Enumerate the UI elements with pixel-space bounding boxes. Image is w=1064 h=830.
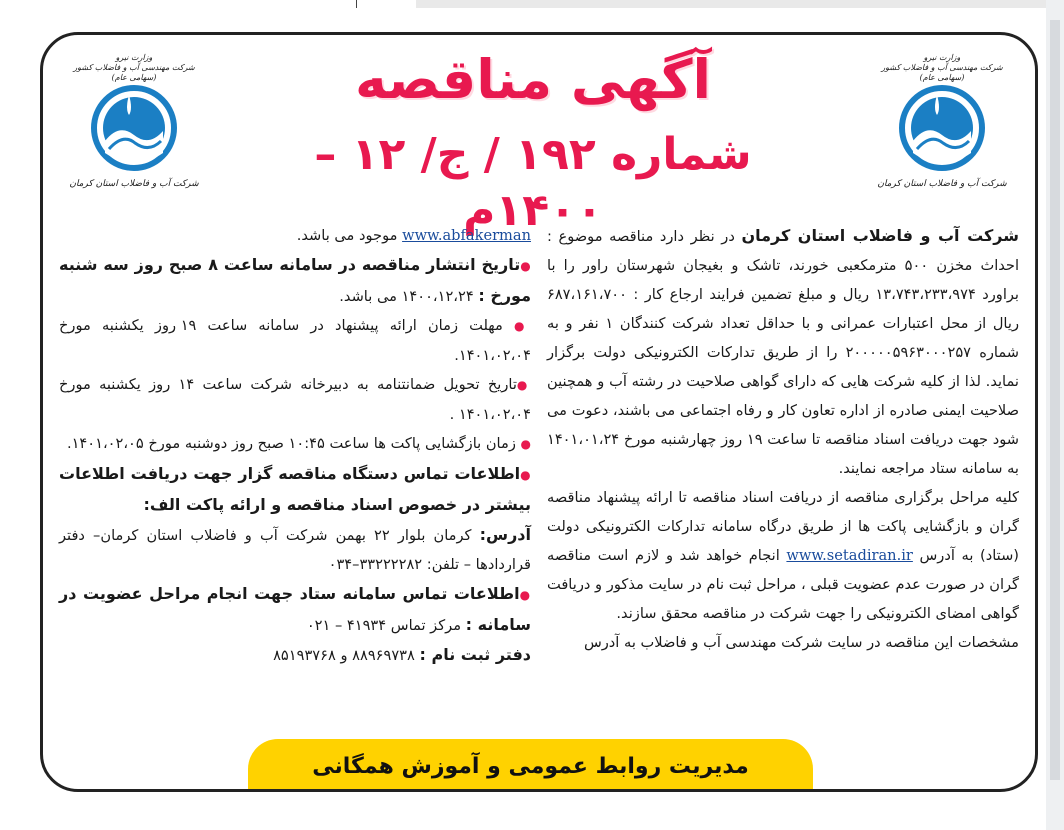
scrollbar-thumb[interactable] xyxy=(1050,20,1060,780)
publish-item xyxy=(59,250,531,311)
bullet-icon: ● xyxy=(520,437,531,451)
scrollbar[interactable] xyxy=(1046,0,1064,830)
logo-right xyxy=(867,53,1017,223)
footer-banner xyxy=(248,739,813,792)
bullet-icon: ● xyxy=(516,378,532,392)
bullet-icon: ● xyxy=(514,319,531,333)
water-drop-icon xyxy=(89,83,179,173)
process-paragraph xyxy=(547,483,1019,628)
logo-public-text: (سهامی عام) xyxy=(919,73,965,82)
logo-ministry-text: وزارت نیرو xyxy=(923,53,961,62)
opening-item xyxy=(59,429,531,459)
abfa-link[interactable]: www.abfakerman xyxy=(402,227,531,244)
registry-label: دفتر ثبت نام : xyxy=(419,645,531,664)
registry-text: ۸۸۹۶۹۷۳۸ و ۸۵۱۹۳۷۶۸ xyxy=(273,647,420,664)
right-column xyxy=(547,221,1019,657)
logo-public-text: (سهامی عام) xyxy=(111,73,157,82)
contact-item xyxy=(59,459,531,520)
site-suffix: موجود می باشد. xyxy=(296,227,403,244)
bullet-icon: ● xyxy=(519,588,531,602)
guarantee-text: تاریخ تحویل ضمانتنامه به دبیرخانه شرکت ساعت ۱۴ روز یکشنبه مورخ ۱۴۰۱،۰۲،۰۴ . xyxy=(59,376,531,423)
process-text-1: کلیه مراحل برگزاری مناقصه از دریافت اسناد مناقصه تا ارائه پیشنهاد مناقصه گران و بازگشایی پاکت ها از طریق درگاه سامانه تدارکات الکترونیکی دولت (ستاد) به آدرس xyxy=(547,489,1020,564)
process-text-2: انجام خواهد شد و لازم است مناقصه گران در صورت عدم عضویت قبلی ، مراحل ثبت نام در سایت مذکور و دریافت گواهی امضای الکترونیکی را جهت شرکت در مناقصه محقق سازند. xyxy=(547,547,1019,622)
deadline-item xyxy=(59,311,531,370)
setad-contact-heading: اطلاعات تماس سامانه ستاد جهت انجام مراحل عضویت در سامانه : xyxy=(59,584,531,634)
bullet-icon: ● xyxy=(520,259,532,273)
address-line xyxy=(59,520,531,579)
water-drop-icon xyxy=(897,83,987,173)
company-name: شرکت آب و فاضلاب استان کرمان xyxy=(741,226,1019,245)
tender-notice xyxy=(40,32,1038,792)
setad-link[interactable]: www.setadiran.ir xyxy=(786,547,913,564)
top-bar-line xyxy=(416,0,1056,8)
address-text: کرمان بلوار ۲۲ بهمن شرکت آب و فاضلاب استان کرمان– دفتر قراردادها – تلفن: ۳۳۲۲۲۲۸۲–۰۳۴ xyxy=(59,527,531,573)
opening-text: زمان بازگشایی پاکت ها ساعت ۱۰:۴۵ صبح روز دوشنبه مورخ ۱۴۰۱،۰۲،۰۵. xyxy=(66,435,516,452)
top-bar xyxy=(0,0,1064,14)
logo-left xyxy=(59,53,209,223)
logo-engineering-text: شرکت مهندسی آب و فاضلاب کشور xyxy=(73,63,195,72)
top-bar-tick xyxy=(356,0,357,8)
notice-title: آگهی مناقصه xyxy=(354,48,712,111)
publish-label: تاریخ انتشار مناقصه در سامانه ساعت ۸ صبح روز سه شنبه مورخ : xyxy=(59,255,531,305)
publish-date: ۱۴۰۰،۱۲،۲۴ می باشد. xyxy=(339,288,479,305)
bullet-icon: ● xyxy=(520,468,531,482)
setad-contact-item xyxy=(59,579,531,640)
logo-company-text: شرکت آب و فاضلاب استان کرمان xyxy=(877,179,1007,189)
logo-engineering-text: شرکت مهندسی آب و فاضلاب کشور xyxy=(881,63,1003,72)
registry-line xyxy=(59,640,531,670)
contact-heading: اطلاعات تماس دستگاه مناقصه گزار جهت دریافت اطلاعات بیشتر در خصوص اسناد مناقصه و ارائه پاکت الف: xyxy=(59,464,531,514)
guarantee-item xyxy=(59,370,531,429)
intro-paragraph xyxy=(547,221,1019,483)
left-column xyxy=(59,221,531,670)
site-line xyxy=(59,221,531,250)
deadline-text: مهلت زمان ارائه پیشنهاد در سامانه ساعت ۱۹ روز یکشنبه مورخ ۱۴۰۱،۰۲،۰۴. xyxy=(59,317,531,364)
logo-ministry-text: وزارت نیرو xyxy=(115,53,153,62)
setad-contact-text: مرکز تماس ۴۱۹۳۴ – ۰۲۱ xyxy=(306,617,466,634)
intro-text: در نظر دارد مناقصه موضوع : احداث مخزن ۵۰۰ مترمکعبی خورند، تاشک و بغیجان شهرستان راور را با براورد ۱۳،۷۴۳،۲۳۳،۹۷۴ ریال و مبلغ تضمین فرایند ارجاع کار : ۶۸۷،۱۶۱،۷۰۰ ریال از محل اعتبارات عمرانی و با حداقل تعداد شرکت کنندگان ۱ نفر و به شماره ۲۰۰۰۰۰۵۹۶۳۰۰۰۲۵۷ را از طریق تدارکات الکترونیکی دولت برگزار نماید. لذا از کلیه شرکت هایی که دارای گواهی صلاحیت در رشته آب و همچنین صلاحیت ایمنی صادره از اداره تعاون کار و رفاه اجتماعی می باشند، دعوت می شود جهت دریافت اسناد مناقصه تا ساعت ۱۹ روز چهارشنبه مورخ ۱۴۰۱،۰۱،۲۴ به سامانه ستاد مراجعه نمایند. xyxy=(547,228,1020,477)
spec-paragraph: مشخصات این مناقصه در سایت شرکت مهندسی آب و فاضلاب به آدرس xyxy=(583,634,1019,651)
address-label: آدرس: xyxy=(479,525,531,544)
notice-number: شماره ۱۹۲ / ج/ ۱۲ – ۱۴۰۰م xyxy=(314,129,752,236)
logo-company-text: شرکت آب و فاضلاب استان کرمان xyxy=(69,179,199,189)
footer-label: مدیریت روابط عمومی و آموزش همگانی xyxy=(312,754,749,779)
